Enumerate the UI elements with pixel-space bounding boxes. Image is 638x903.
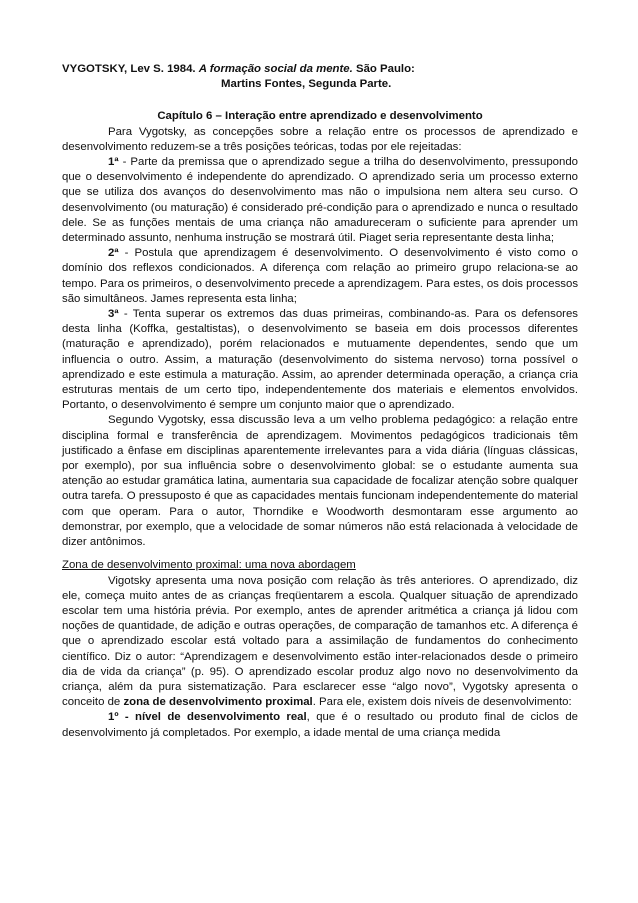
level-1-text: , que é o resultado ou produto final de ciclos de desenvolvimento já completados. Por exemplo, a idade mental de uma criança medida: [62, 711, 578, 739]
level-1-label: 1º - nível de desenvolvimento real: [108, 711, 307, 724]
bibliographic-reference: [62, 62, 578, 92]
position-3-number: 3ª: [108, 308, 119, 321]
document-page: [62, 62, 578, 741]
chapter-title: Capítulo 6 – Interação entre aprendizado e desenvolvimento: [157, 110, 483, 123]
discussion-paragraph: Segundo Vygotsky, essa discussão leva a um velho problema pedagógico: a relação entre disciplina formal e transferência de aprendizagem. Movimentos pedagógicos tradicionais têm justificado a ênfase em disciplinas aparentemente irrelevantes para a vida diária (línguas clássicas, por exemplo), por sua influência sobre o desenvolvimento global: se o estudante aumenta sua atenção ao estudar gramática latina, aumentaria sua capacidade de focalizar atenção sobre qualquer outra tarefa. O pressuposto é que as capacidades mentais funcionam independentemente do material com que operam. Para o autor, Thorndike e Woodworth desmontaram esse argumento ao demonstrar, por exemplo, que a velocidade de somar números não está relacionada à velocidade de dizer antônimos.: [62, 414, 578, 549]
position-2-number: 2ª: [108, 247, 119, 260]
section-title: Zona de desenvolvimento proximal: uma nova abordagem: [62, 559, 356, 572]
zone-paragraph: [62, 574, 578, 711]
position-2-text: - Postula que aprendizagem é desenvolvimento. O desenvolvimento é visto como o domínio dos reflexos condicionados. A diferença com relação ao primeiro grupo relaciona-se ao tempo. Para os primeiros, o desenvolvimento precede a aprendizagem. Para estes, os dois processos são simultâneos. James representa esta linha;: [62, 247, 579, 305]
position-2-paragraph: [62, 246, 578, 307]
zone-term: zona de desenvolvimento proximal: [123, 696, 313, 709]
position-3-text: - Tenta superar os extremos das duas primeiras, combinando-as. Para os defensores desta linha (Koffka, gestaltistas), o desenvolvimento se baseia em dois processos diferentes (maturação e aprendizado), porém relacionados e mutuamente dependentes, sendo que um influencia o outro. Assim, a maturação (desenvolvimento do sistema nervoso) torna possível o aprendizado e este estimula a maturação. Assim, ao aprender determinada operação, a criança cria estruturas mentais de um certo tipo, independentemente dos materiais e elementos envolvidos. Portanto, o desenvolvimento é sempre um conjunto maior que o aprendizado.: [62, 308, 578, 412]
reference-place: São Paulo:: [355, 63, 415, 75]
zone-text-after: . Para ele, existem dois níveis de desenvolvimento:: [312, 696, 572, 709]
intro-paragraph: Para Vygotsky, as concepções sobre a relação entre os processos de aprendizado e desenvolvimento reduzem-se a três posições teóricas, todas por ele rejeitadas:: [62, 125, 578, 153]
reference-title: A formação social da mente.: [198, 63, 353, 75]
reference-publisher: Martins Fontes, Segunda Parte.: [221, 78, 392, 91]
position-3-paragraph: [62, 307, 578, 413]
zone-text-before: Vigotsky apresenta uma nova posição com relação às três anteriores. O aprendizado, diz ele, começa muito antes de as crianças freqüentarem a escola. Qualquer situação de aprendizado escolar tem uma história prévia. Por exemplo, antes de aprender aritmética a criança já lidou com noções de quantidade, de adição e outras operações, de comparação de tamanhos etc. A diferença é que o aprendizado escolar está voltado para a assimilação de fundamentos do conhecimento científico. Diz o autor: “Aprendizagem e desenvolvimento estão inter-relacionados desde o primeiro dia de vida da criança” (p. 95). O aprendizado escolar produz algo novo no desenvolvimento da criança, além da pura sistematização. Para esclarecer esse “algo novo”, Vygotsky apresenta o conceito de: [62, 574, 578, 709]
position-1-paragraph: [62, 155, 578, 246]
position-1-number: 1ª: [108, 156, 119, 169]
level-1-paragraph: [62, 710, 578, 740]
position-1-text: - Parte da premissa que o aprendizado segue a trilha do desenvolvimento, pressupondo que o desenvolvimento é independente do aprendizado. O aprendizado seria um processo externo que se utiliza dos avanços do desenvolvimento mas não o impulsiona nem altera seu curso. O desenvolvimento (ou maturação) é considerado pré-condição para o aprendizado e nunca o resultado dele. Se as funções mentais de uma criança não amadureceram o suficiente para aprender um determinado assunto, nenhuma instrução se mostrará útil. Piaget seria representante desta linha;: [62, 156, 578, 245]
reference-author: VYGOTSKY, Lev S. 1984.: [62, 63, 196, 75]
